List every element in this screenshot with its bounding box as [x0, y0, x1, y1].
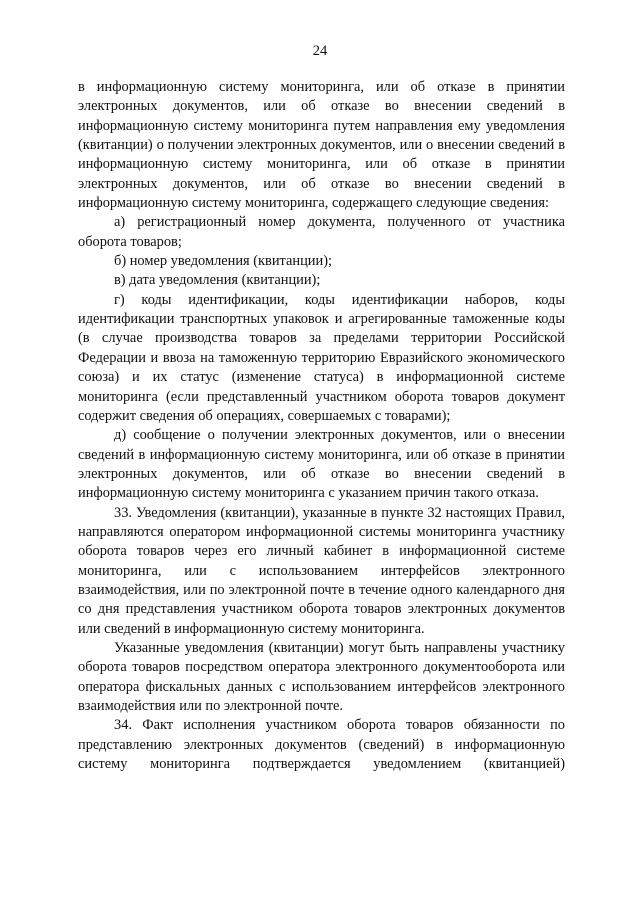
page-number: 24: [312, 43, 328, 59]
paragraph-clause-34: 34. Факт исполнения участником оборота товаров обязанности по представлению электронных документов (сведений) в информационную систему мониторинга подтверждается уведомлением (квитанцией): [78, 717, 565, 773]
paragraph-clause-33: 33. Уведомления (квитанции), указанные в пункте 32 настоящих Правил, направляются оператором информационной системы мониторинга участнику оборота товаров через его личный кабинет в информационной системе мониторинга, или с использованием интерфейсов электронного взаимодействия, или по электронной почте в течение одного календарного дня со дня представления участником оборота товаров электронных документов или сведений в информационную систему мониторинга.: [78, 504, 565, 637]
paragraph-item-g: г) коды идентификации, коды идентификации наборов, коды идентификации транспортных упаковок и агрегированные таможенные коды (в случае производства товаров за пределами территории Российской Федерации и ввоза на таможенную территорию Евразийского экономического союза) и их статус (изменение статуса) в информационной системе мониторинга (если представленный участником оборота товаров документ содержит сведения об операциях, совершаемых с товарами);: [78, 291, 565, 424]
paragraph-item-a: а) регистрационный номер документа, полученного от участника оборота товаров;: [78, 214, 565, 250]
paragraph-item-b: б) номер уведомления (квитанции);: [114, 253, 332, 270]
document-body: [78, 78, 565, 774]
paragraph-notifications: Указанные уведомления (квитанции) могут быть направлены участнику оборота товаров посредством оператора электронного документооборота или оператора фискальных данных с использованием интерфейсов электронного взаимодействия или по электронной почте.: [78, 639, 565, 714]
paragraph-item-d: д) сообщение о получении электронных документов, или о внесении сведений в информационную систему мониторинга, или об отказе в принятии электронных документов, или об отказе во внесении сведений в информационную систему мониторинга с указанием причин такого отказа.: [78, 427, 565, 502]
paragraph-item-v: в) дата уведомления (квитанции);: [114, 272, 321, 289]
paragraph-continuation: в информационную систему мониторинга, или об отказе в принятии электронных документов, или об отказе во внесении сведений в информационную систему мониторинга путем направления ему уведомления (квитанции) о получении электронных документов, или о внесении сведений в информационную систему мониторинга, или об отказе в принятии электронных документов, или об отказе во внесении сведений в информационную систему мониторинга, содержащего следующие сведения:: [78, 79, 565, 212]
